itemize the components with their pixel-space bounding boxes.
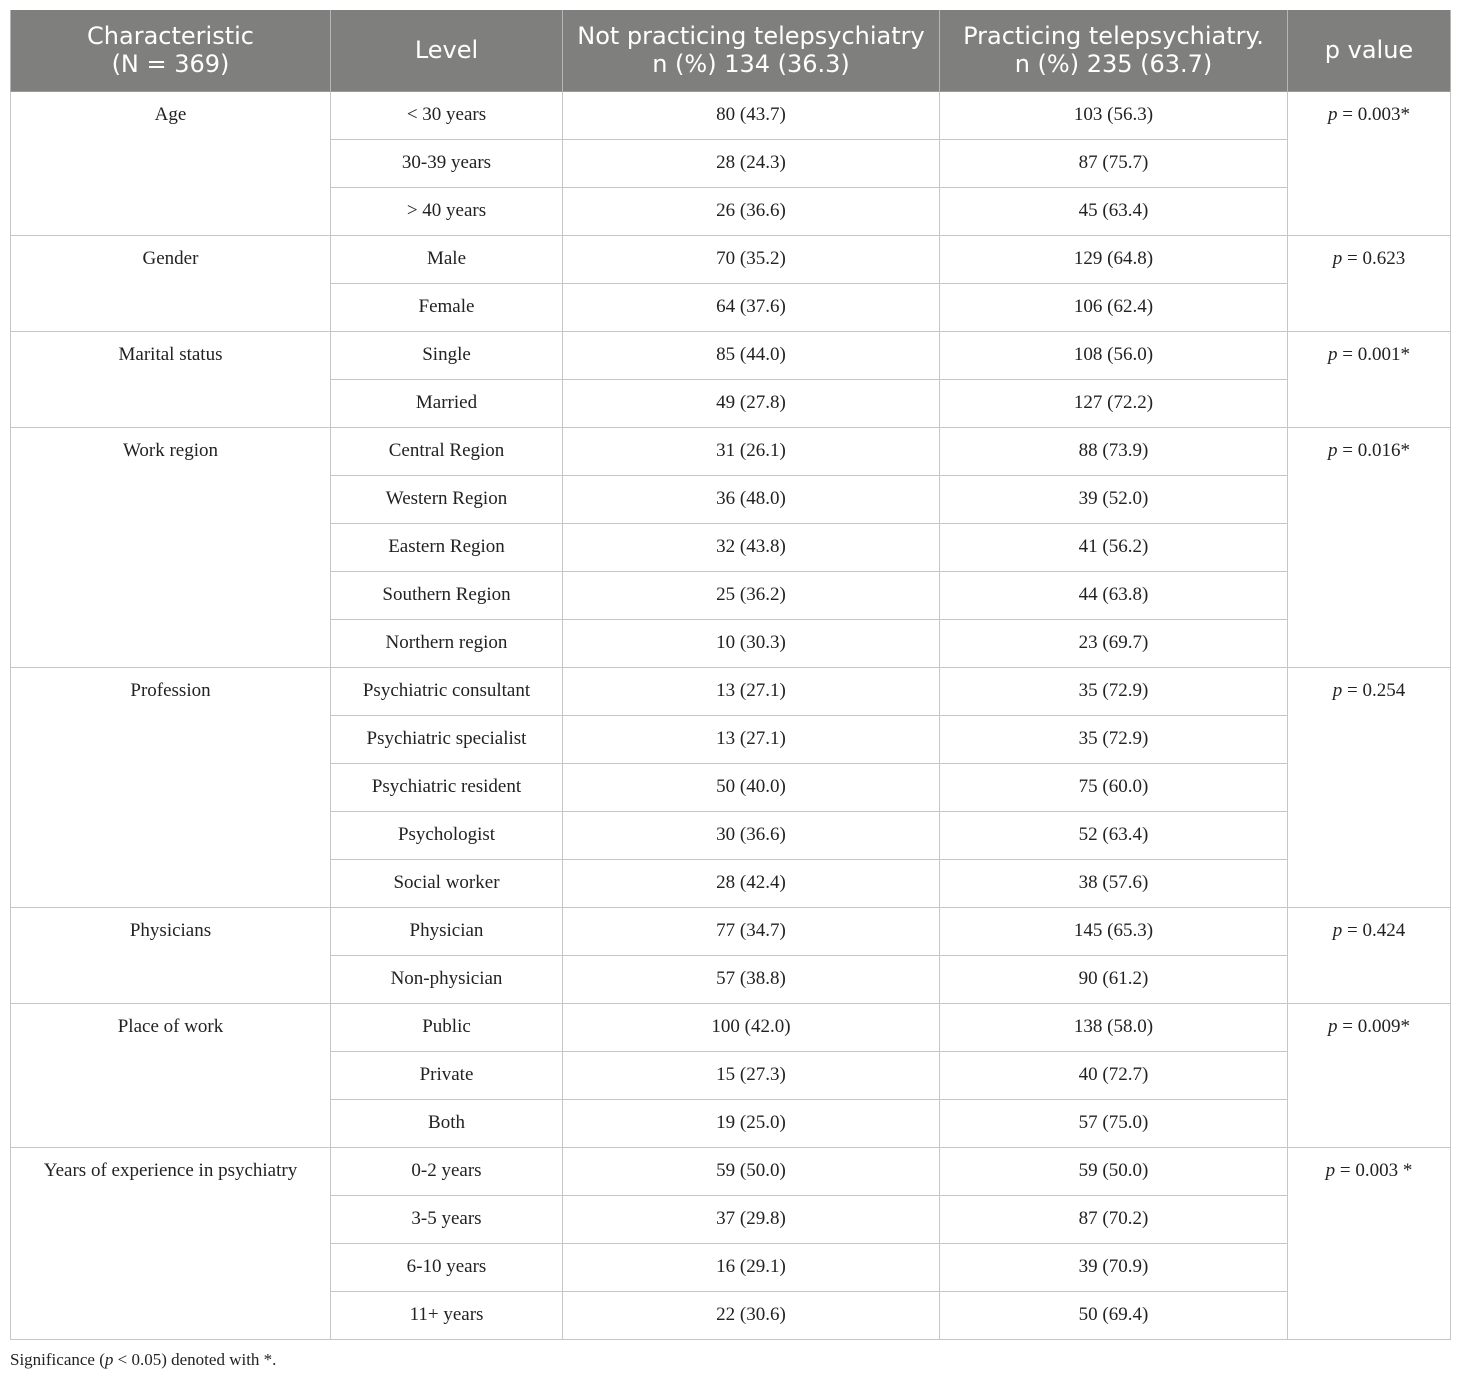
level-cell: 30-39 years [331, 139, 563, 187]
level-cell: Social worker [331, 859, 563, 907]
p-symbol: p [1332, 247, 1343, 269]
not-practicing-cell: 70 (35.2) [563, 235, 940, 283]
level-cell: Physician [331, 907, 563, 955]
not-practicing-cell: 80 (43.7) [563, 91, 940, 139]
not-practicing-cell: 32 (43.8) [563, 523, 940, 571]
practicing-cell: 87 (75.7) [940, 139, 1288, 187]
not-practicing-cell: 28 (24.3) [563, 139, 940, 187]
header-practicing-line-1: Practicing telepsychiatry. [963, 22, 1264, 51]
p-value-text: = 0.003* [1337, 103, 1410, 125]
level-cell: Married [331, 379, 563, 427]
p-symbol: p [1332, 919, 1343, 941]
p-value-cell [1288, 91, 1451, 235]
header-characteristic [11, 10, 331, 91]
level-cell: > 40 years [331, 187, 563, 235]
not-practicing-cell: 26 (36.6) [563, 187, 940, 235]
practicing-cell: 38 (57.6) [940, 859, 1288, 907]
table-footnote [10, 1350, 276, 1370]
practicing-cell: 75 (60.0) [940, 763, 1288, 811]
p-symbol: p [1325, 1159, 1336, 1181]
level-cell: Non-physician [331, 955, 563, 1003]
not-practicing-cell: 31 (26.1) [563, 427, 940, 475]
level-cell: 0-2 years [331, 1147, 563, 1195]
level-cell: Central Region [331, 427, 563, 475]
practicing-cell: 39 (52.0) [940, 475, 1288, 523]
level-cell: 6-10 years [331, 1243, 563, 1291]
practicing-cell: 108 (56.0) [940, 331, 1288, 379]
characteristic-cell: Gender [11, 235, 331, 331]
header-p-value [1288, 10, 1451, 91]
level-cell: Northern region [331, 619, 563, 667]
level-cell: Southern Region [331, 571, 563, 619]
practicing-cell: 127 (72.2) [940, 379, 1288, 427]
practicing-cell: 57 (75.0) [940, 1099, 1288, 1147]
p-value-text: = 0.009* [1337, 1015, 1410, 1037]
p-symbol: p [1328, 103, 1338, 125]
practicing-cell: 87 (70.2) [940, 1195, 1288, 1243]
characteristic-cell: Marital status [11, 331, 331, 427]
not-practicing-cell: 85 (44.0) [563, 331, 940, 379]
level-cell: 3-5 years [331, 1195, 563, 1243]
characteristic-cell: Age [11, 91, 331, 235]
level-cell: Psychologist [331, 811, 563, 859]
level-cell: Psychiatric consultant [331, 667, 563, 715]
practicing-cell: 35 (72.9) [940, 667, 1288, 715]
practicing-cell: 90 (61.2) [940, 955, 1288, 1003]
practicing-cell: 35 (72.9) [940, 715, 1288, 763]
not-practicing-cell: 22 (30.6) [563, 1291, 940, 1339]
results-table-container [10, 10, 1450, 1340]
p-value-cell [1288, 235, 1451, 331]
not-practicing-cell: 19 (25.0) [563, 1099, 940, 1147]
footnote-prefix: Significance ( [10, 1350, 105, 1369]
p-value-cell [1288, 331, 1451, 427]
header-not-practicing-line-2: n (%) 134 (36.3) [652, 50, 850, 79]
not-practicing-cell: 64 (37.6) [563, 283, 940, 331]
not-practicing-cell: 59 (50.0) [563, 1147, 940, 1195]
characteristic-cell: Years of experience in psychiatry [11, 1147, 331, 1339]
header-practicing [940, 10, 1288, 91]
not-practicing-cell: 36 (48.0) [563, 475, 940, 523]
p-symbol: p [1328, 1015, 1338, 1037]
header-p-value-line-1: p value [1324, 36, 1414, 65]
table-body [11, 91, 1451, 1339]
level-cell: Public [331, 1003, 563, 1051]
not-practicing-cell: 30 (36.6) [563, 811, 940, 859]
table-row [11, 235, 1451, 283]
table-row [11, 91, 1451, 139]
not-practicing-cell: 49 (27.8) [563, 379, 940, 427]
not-practicing-cell: 13 (27.1) [563, 715, 940, 763]
practicing-cell: 129 (64.8) [940, 235, 1288, 283]
characteristic-cell: Place of work [11, 1003, 331, 1147]
footnote-p-symbol: p [104, 1350, 114, 1369]
table-row [11, 667, 1451, 715]
not-practicing-cell: 37 (29.8) [563, 1195, 940, 1243]
practicing-cell: 40 (72.7) [940, 1051, 1288, 1099]
table-row [11, 1003, 1451, 1051]
header-row [11, 10, 1451, 91]
level-cell: Psychiatric resident [331, 763, 563, 811]
p-value-cell [1288, 1147, 1451, 1339]
header-level-line-1: Level [414, 36, 479, 65]
level-cell: Eastern Region [331, 523, 563, 571]
p-value-text: = 0.424 [1342, 919, 1406, 941]
practicing-cell: 145 (65.3) [940, 907, 1288, 955]
p-value-cell [1288, 1003, 1451, 1147]
characteristic-cell: Work region [11, 427, 331, 667]
practicing-cell: 50 (69.4) [940, 1291, 1288, 1339]
level-cell: Single [331, 331, 563, 379]
level-cell: Private [331, 1051, 563, 1099]
not-practicing-cell: 25 (36.2) [563, 571, 940, 619]
practicing-cell: 138 (58.0) [940, 1003, 1288, 1051]
level-cell: Western Region [331, 475, 563, 523]
table-row [11, 1147, 1451, 1195]
level-cell: Male [331, 235, 563, 283]
practicing-cell: 41 (56.2) [940, 523, 1288, 571]
results-table [10, 10, 1451, 1340]
characteristic-cell: Profession [11, 667, 331, 907]
p-symbol: p [1332, 679, 1343, 701]
header-level [331, 10, 563, 91]
header-characteristic-line-1: Characteristic [87, 22, 254, 51]
characteristic-cell: Physicians [11, 907, 331, 1003]
p-value-cell [1288, 907, 1451, 1003]
not-practicing-cell: 10 (30.3) [563, 619, 940, 667]
practicing-cell: 45 (63.4) [940, 187, 1288, 235]
practicing-cell: 52 (63.4) [940, 811, 1288, 859]
practicing-cell: 44 (63.8) [940, 571, 1288, 619]
not-practicing-cell: 15 (27.3) [563, 1051, 940, 1099]
practicing-cell: 23 (69.7) [940, 619, 1288, 667]
p-symbol: p [1328, 343, 1338, 365]
not-practicing-cell: 13 (27.1) [563, 667, 940, 715]
level-cell: Psychiatric specialist [331, 715, 563, 763]
p-value-text: = 0.001* [1337, 343, 1410, 365]
not-practicing-cell: 50 (40.0) [563, 763, 940, 811]
practicing-cell: 88 (73.9) [940, 427, 1288, 475]
p-symbol: p [1328, 439, 1338, 461]
level-cell: Female [331, 283, 563, 331]
not-practicing-cell: 100 (42.0) [563, 1003, 940, 1051]
header-not-practicing [563, 10, 940, 91]
p-value-cell [1288, 427, 1451, 667]
practicing-cell: 59 (50.0) [940, 1147, 1288, 1195]
header-not-practicing-line-1: Not practicing telepsychiatry [577, 22, 925, 51]
header-characteristic-line-2: (N = 369) [111, 50, 230, 79]
footnote-suffix: < 0.05) denoted with *. [113, 1350, 277, 1369]
not-practicing-cell: 28 (42.4) [563, 859, 940, 907]
p-value-text: = 0.003 * [1335, 1159, 1413, 1181]
practicing-cell: 39 (70.9) [940, 1243, 1288, 1291]
p-value-cell [1288, 667, 1451, 907]
level-cell: Both [331, 1099, 563, 1147]
level-cell: < 30 years [331, 91, 563, 139]
practicing-cell: 106 (62.4) [940, 283, 1288, 331]
not-practicing-cell: 16 (29.1) [563, 1243, 940, 1291]
header-practicing-line-2: n (%) 235 (63.7) [1014, 50, 1213, 79]
table-row [11, 331, 1451, 379]
not-practicing-cell: 57 (38.8) [563, 955, 940, 1003]
p-value-text: = 0.254 [1342, 679, 1406, 701]
p-value-text: = 0.623 [1342, 247, 1406, 269]
table-header [11, 10, 1451, 91]
level-cell: 11+ years [331, 1291, 563, 1339]
table-row [11, 907, 1451, 955]
table-row [11, 427, 1451, 475]
p-value-text: = 0.016* [1337, 439, 1410, 461]
not-practicing-cell: 77 (34.7) [563, 907, 940, 955]
practicing-cell: 103 (56.3) [940, 91, 1288, 139]
